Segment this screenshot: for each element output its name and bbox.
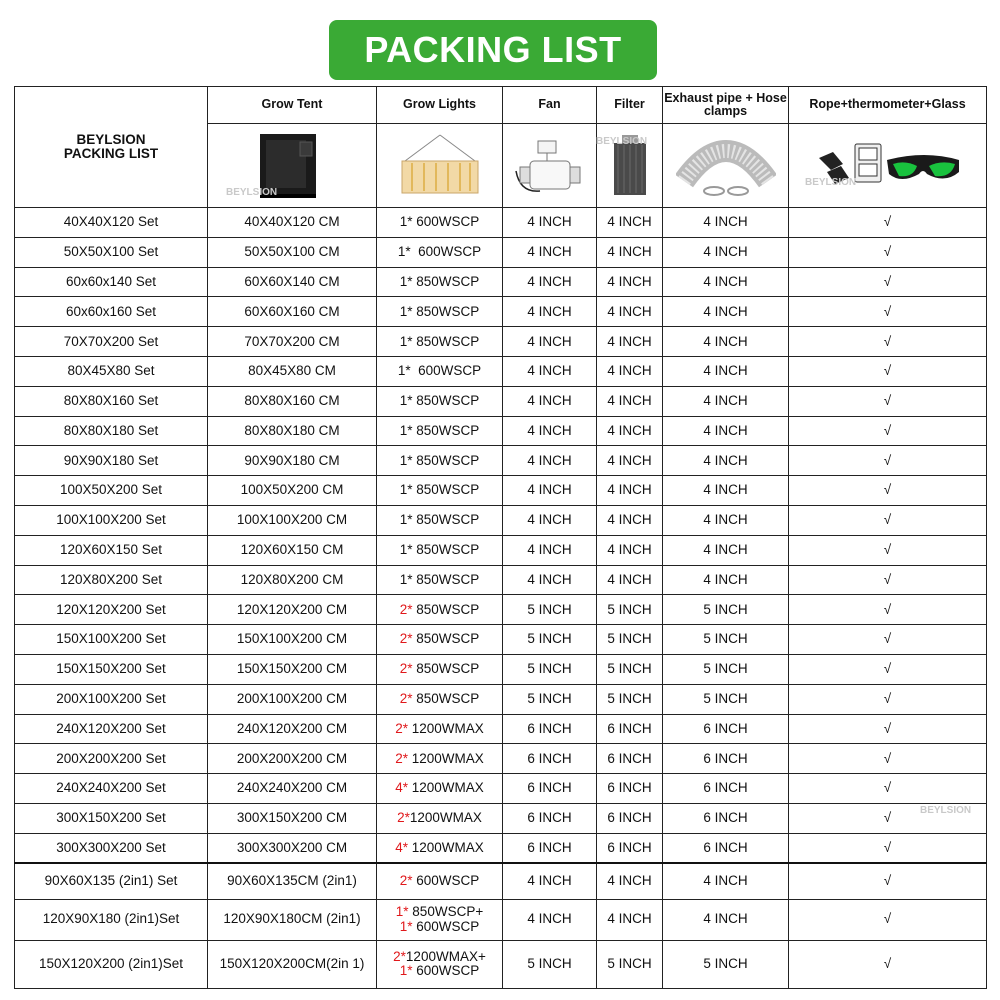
light-model: 600WSCP [412,873,480,889]
pipe-size: 5 INCH [663,625,789,655]
fan-size: 4 INCH [503,267,597,297]
accessories-check: √ [789,863,987,899]
light-model: 600WSCP [410,244,482,260]
set-name: 200X100X200 Set [15,684,208,714]
inline-fan-icon [510,131,590,201]
grow-light-spec [377,833,503,863]
fan-size: 6 INCH [503,774,597,804]
accessories-check: √ [789,446,987,476]
header-filter: Filter [597,87,663,124]
filter-size: 4 INCH [597,416,663,446]
pipe-size: 4 INCH [663,863,789,899]
tent-size: 50X50X100 CM [208,237,377,267]
light-model: 850WSCP [412,542,480,558]
filter-size: 6 INCH [597,714,663,744]
pipe-size: 6 INCH [663,803,789,833]
exhaust-pipe-image [663,124,789,208]
tent-size: 150X100X200 CM [208,625,377,655]
grow-light-spec [377,416,503,446]
set-name: 60x60x140 Set [15,267,208,297]
grow-light-icon [390,131,490,201]
light-model: 600WSCP [410,363,482,379]
light-quantity: 1* [399,512,413,528]
filter-size: 4 INCH [597,237,663,267]
set-name: 80X80X160 Set [15,386,208,416]
pipe-size: 4 INCH [663,237,789,267]
fan-size: 4 INCH [503,208,597,238]
light-quantity: 1* [399,571,413,587]
light-model: 850WSCP [412,422,480,438]
accessories-check: √ [789,684,987,714]
grow-light-spec [377,356,503,386]
pipe-size: 4 INCH [663,505,789,535]
light-model: 850WSCP [412,482,480,498]
filter-size: 5 INCH [597,654,663,684]
table-row [15,356,987,386]
grow-light-spec [377,684,503,714]
light-model: 1200WMAX [409,810,482,826]
table-row [15,476,987,506]
table-row [15,803,987,833]
fan-size: 6 INCH [503,714,597,744]
accessories-check: √ [789,356,987,386]
set-name: 90X90X180 Set [15,446,208,476]
set-name: 150X100X200 Set [15,625,208,655]
header-exhaust-pipe: Exhaust pipe + Hose clamps [663,87,789,124]
packing-table [14,86,987,989]
table-row [15,595,987,625]
pipe-size: 4 INCH [663,446,789,476]
light-quantity: 1* [399,303,413,319]
tent-size: 300X300X200 CM [208,833,377,863]
set-name: 150X120X200 (2in1)Set [15,940,208,988]
set-name: 80X80X180 Set [15,416,208,446]
fan-size: 5 INCH [503,654,597,684]
pipe-size: 4 INCH [663,267,789,297]
light-model: 850WSCP [412,273,480,289]
watermark: BEYLSION [596,136,648,147]
table-row [15,684,987,714]
set-name: 80X45X80 Set [15,356,208,386]
filter-size: 5 INCH [597,595,663,625]
table-row [15,744,987,774]
pipe-size: 4 INCH [663,208,789,238]
grow-light-spec [377,446,503,476]
set-name: 120X60X150 Set [15,535,208,565]
grow-light-spec [377,940,503,988]
light-quantity: 1* [399,214,413,230]
light-model: 1200WMAX [407,750,484,766]
light-quantity: 1* [399,918,413,934]
set-name: 90X60X135 (2in1) Set [15,863,208,899]
grow-light-spec [377,237,503,267]
light-quantity: 4* [395,839,408,855]
fan-size: 6 INCH [503,833,597,863]
tent-size: 200X200X200 CM [208,744,377,774]
set-name: 100X50X200 Set [15,476,208,506]
pipe-size: 6 INCH [663,833,789,863]
set-name: 70X70X200 Set [15,327,208,357]
table-row [15,327,987,357]
filter-size: 6 INCH [597,803,663,833]
ducting-pipe-icon [676,131,776,201]
filter-size: 6 INCH [597,833,663,863]
table-row [15,565,987,595]
accessories-check: √ [789,505,987,535]
tent-size: 120X120X200 CM [208,595,377,625]
light-model: 850WSCP [412,303,480,319]
fan-size: 6 INCH [503,744,597,774]
light-model: 850WSCP [412,393,480,409]
light-model: 850WSCP [412,631,480,647]
pipe-size: 6 INCH [663,744,789,774]
grow-light-spec [377,476,503,506]
watermark: BEYLSION [920,805,972,816]
accessories-check: √ [789,476,987,506]
accessories-check: √ [789,803,987,833]
light-quantity: 2* [395,750,408,766]
tent-size: 120X60X150 CM [208,535,377,565]
accessories-check: √ [789,327,987,357]
table-row [15,446,987,476]
filter-size: 5 INCH [597,940,663,988]
tent-size: 120X80X200 CM [208,565,377,595]
grow-light-image [377,124,503,208]
set-name: 120X120X200 Set [15,595,208,625]
fan-size: 4 INCH [503,416,597,446]
light-quantity: 4* [395,780,408,796]
tent-size: 60X60X160 CM [208,297,377,327]
pipe-size: 6 INCH [663,714,789,744]
grow-light-spec [377,774,503,804]
light-quantity: 2* [399,691,413,707]
tent-size: 70X70X200 CM [208,327,377,357]
accessories-check: √ [789,899,987,940]
tent-size: 60X60X140 CM [208,267,377,297]
packing-list-banner: PACKING LIST [329,20,657,80]
light-quantity: 1* [399,273,413,289]
light-model: 850WSCP [412,691,480,707]
light-model: 1200WMAX [407,780,484,796]
filter-size: 4 INCH [597,267,663,297]
filter-size: 4 INCH [597,505,663,535]
table-row [15,863,987,899]
tent-size: 100X50X200 CM [208,476,377,506]
fan-size: 5 INCH [503,625,597,655]
filter-size: 4 INCH [597,446,663,476]
light-quantity: 1* [399,333,413,349]
light-quantity: 1* [397,244,411,260]
grow-light-spec [377,386,503,416]
fan-size: 4 INCH [503,356,597,386]
set-name: 40X40X120 Set [15,208,208,238]
light-quantity: 2* [399,601,413,617]
grow-light-spec [377,505,503,535]
light-quantity: 1* [395,904,409,920]
filter-size: 4 INCH [597,208,663,238]
table-row [15,505,987,535]
table-row [15,774,987,804]
table-row [15,714,987,744]
accessories-check: √ [789,774,987,804]
tent-size: 90X60X135CM (2in1) [208,863,377,899]
watermark: BEYLSION [805,177,857,188]
light-quantity: 1* [399,482,413,498]
light-quantity: 2* [399,631,413,647]
light-model: 850WSCP [412,661,480,677]
accessories-check: √ [789,940,987,988]
pipe-size: 4 INCH [663,565,789,595]
fan-size: 4 INCH [503,505,597,535]
grow-light-spec [377,803,503,833]
tent-size: 240X240X200 CM [208,774,377,804]
pipe-size: 6 INCH [663,774,789,804]
set-name: 300X300X200 Set [15,833,208,863]
light-quantity: 1* [399,542,413,558]
pipe-size: 5 INCH [663,684,789,714]
light-model: 850WSCP+ [408,904,484,920]
tent-size: 240X120X200 CM [208,714,377,744]
accessories-image [789,124,987,208]
tent-size: 300X150X200 CM [208,803,377,833]
light-model: 850WSCP [412,452,480,468]
header-grow-tent: Grow Tent [208,87,377,124]
light-line [377,874,502,888]
fan-image [503,124,597,208]
light-line [377,905,502,919]
pipe-size: 4 INCH [663,356,789,386]
accessories-check: √ [789,208,987,238]
pipe-size: 4 INCH [663,416,789,446]
fan-size: 4 INCH [503,386,597,416]
table-row [15,237,987,267]
light-model: 1200WMAX [407,839,484,855]
pipe-size: 4 INCH [663,476,789,506]
light-model: 600WSCP [412,214,480,230]
pipe-size: 4 INCH [663,386,789,416]
pipe-size: 4 INCH [663,535,789,565]
fan-size: 4 INCH [503,297,597,327]
filter-size: 4 INCH [597,297,663,327]
fan-size: 4 INCH [503,446,597,476]
fan-size: 5 INCH [503,684,597,714]
set-name: 120X90X180 (2in1)Set [15,899,208,940]
tent-size: 200X100X200 CM [208,684,377,714]
filter-size: 4 INCH [597,565,663,595]
pipe-size: 4 INCH [663,297,789,327]
filter-size: 6 INCH [597,744,663,774]
fan-size: 4 INCH [503,237,597,267]
set-name: 60x60x160 Set [15,297,208,327]
pipe-size: 5 INCH [663,940,789,988]
grow-light-spec [377,565,503,595]
set-name: 240X120X200 Set [15,714,208,744]
filter-size: 4 INCH [597,863,663,899]
light-line [377,950,502,964]
accessories-check: √ [789,535,987,565]
fan-size: 4 INCH [503,899,597,940]
accessories-check: √ [789,267,987,297]
light-model: 600WSCP [412,963,480,979]
light-model: 1200WMAX [407,720,484,736]
light-model: 850WSCP [412,333,480,349]
light-model: 850WSCP [412,512,480,528]
fan-size: 4 INCH [503,476,597,506]
filter-size: 4 INCH [597,899,663,940]
grow-light-spec [377,714,503,744]
light-quantity: 1* [397,363,411,379]
fan-size: 5 INCH [503,940,597,988]
grow-light-spec [377,625,503,655]
light-line [377,920,502,934]
fan-size: 6 INCH [503,803,597,833]
filter-size: 4 INCH [597,476,663,506]
set-name: 300X150X200 Set [15,803,208,833]
pipe-size: 5 INCH [663,654,789,684]
grow-light-spec [377,535,503,565]
accessories-check: √ [789,833,987,863]
light-quantity: 1* [399,963,413,979]
table-row [15,416,987,446]
grow-light-spec [377,899,503,940]
grow-light-spec [377,327,503,357]
accessories-check: √ [789,237,987,267]
tent-size: 100X100X200 CM [208,505,377,535]
fan-size: 4 INCH [503,565,597,595]
light-quantity: 2* [393,948,406,964]
table-title: BEYLSION PACKING LIST [15,87,208,208]
grow-light-spec [377,863,503,899]
pipe-size: 4 INCH [663,327,789,357]
tent-size: 80X80X160 CM [208,386,377,416]
accessories-check: √ [789,744,987,774]
filter-size: 4 INCH [597,327,663,357]
set-name: 120X80X200 Set [15,565,208,595]
light-quantity: 2* [399,661,413,677]
grow-light-spec [377,654,503,684]
light-line [377,964,502,978]
filter-size: 6 INCH [597,774,663,804]
table-row [15,208,987,238]
header-grow-lights: Grow Lights [377,87,503,124]
table-row [15,267,987,297]
set-name: 50X50X100 Set [15,237,208,267]
light-model: 1200WMAX+ [405,948,486,964]
set-name: 150X150X200 Set [15,654,208,684]
tent-size: 90X90X180 CM [208,446,377,476]
fan-size: 4 INCH [503,327,597,357]
filter-size: 4 INCH [597,535,663,565]
accessories-check: √ [789,386,987,416]
table-row [15,899,987,940]
table-row [15,833,987,863]
light-quantity: 2* [395,720,408,736]
tent-size: 80X80X180 CM [208,416,377,446]
pipe-size: 5 INCH [663,595,789,625]
light-model: 850WSCP [412,601,480,617]
tent-size: 80X45X80 CM [208,356,377,386]
accessories-check: √ [789,714,987,744]
watermark: BEYLSION [226,187,278,198]
light-quantity: 2* [399,873,413,889]
filter-size: 5 INCH [597,625,663,655]
filter-size: 4 INCH [597,356,663,386]
tent-size: 150X120X200CM(2in 1) [208,940,377,988]
fan-size: 4 INCH [503,535,597,565]
table-row [15,940,987,988]
pipe-size: 4 INCH [663,899,789,940]
filter-size: 4 INCH [597,386,663,416]
tent-size: 120X90X180CM (2in1) [208,899,377,940]
light-quantity: 1* [399,452,413,468]
header-accessories: Rope+thermometer+Glass [789,87,987,124]
accessories-check: √ [789,595,987,625]
fan-size: 4 INCH [503,863,597,899]
grow-light-spec [377,208,503,238]
light-quantity: 1* [399,422,413,438]
light-quantity: 2* [397,810,410,826]
header-fan: Fan [503,87,597,124]
accessories-check: √ [789,297,987,327]
tent-size: 40X40X120 CM [208,208,377,238]
table-row [15,625,987,655]
filter-size: 5 INCH [597,684,663,714]
fan-size: 5 INCH [503,595,597,625]
set-name: 240X240X200 Set [15,774,208,804]
set-name: 200X200X200 Set [15,744,208,774]
light-model: 600WSCP [412,918,480,934]
table-row [15,535,987,565]
grow-light-spec [377,744,503,774]
accessories-check: √ [789,416,987,446]
grow-light-spec [377,297,503,327]
table-row [15,654,987,684]
table-row [15,297,987,327]
light-model: 850WSCP [412,571,480,587]
grow-light-spec [377,267,503,297]
table-row [15,386,987,416]
grow-light-spec [377,595,503,625]
accessories-check: √ [789,565,987,595]
accessories-check: √ [789,654,987,684]
accessories-check: √ [789,625,987,655]
tent-size: 150X150X200 CM [208,654,377,684]
set-name: 100X100X200 Set [15,505,208,535]
light-quantity: 1* [399,393,413,409]
